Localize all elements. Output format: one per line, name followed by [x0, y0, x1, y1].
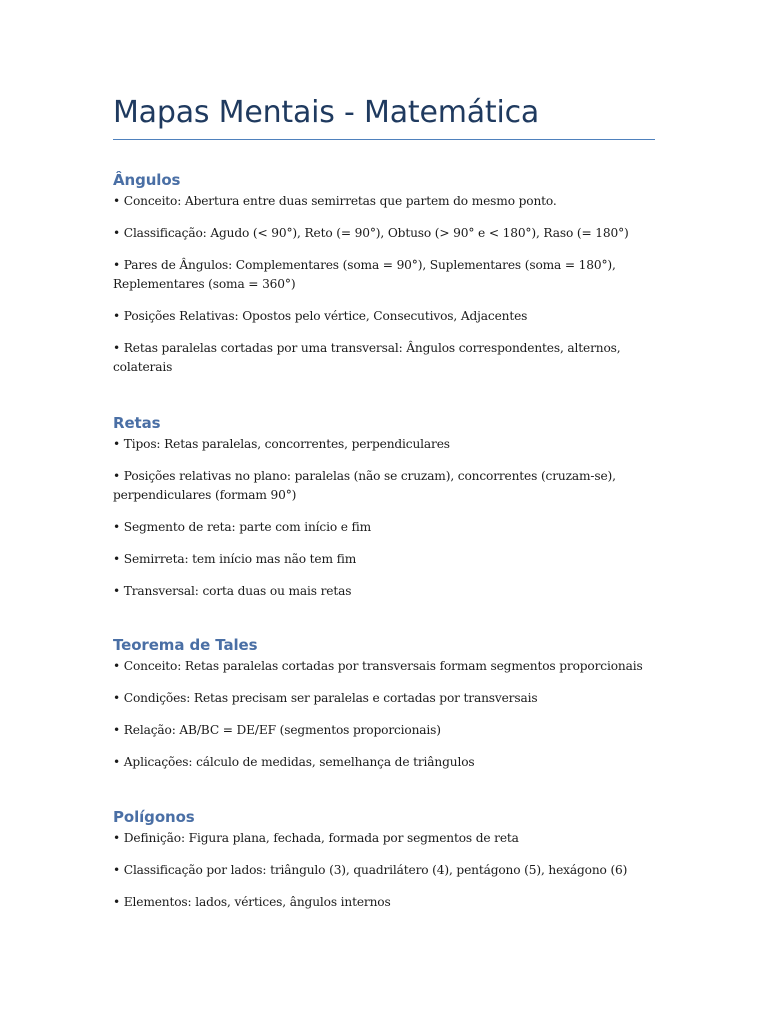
- list-item: • Conceito: Abertura entre duas semirretas que partem do mesmo ponto.: [113, 194, 557, 208]
- section-heading: Polígonos: [113, 808, 195, 826]
- list-item: • Relação: AB/BC = DE/EF (segmentos proporcionais): [113, 723, 441, 737]
- section-heading: Retas: [113, 414, 161, 432]
- list-item: • Retas paralelas cortadas por uma transversal: Ângulos correspondentes, alternos, colaterais: [113, 341, 621, 374]
- list-item: • Condições: Retas precisam ser paralelas e cortadas por transversais: [113, 691, 538, 705]
- list-item: • Classificação: Agudo (< 90°), Reto (= 90°), Obtuso (> 90° e < 180°), Raso (= 180°): [113, 226, 629, 240]
- list-item: • Posições Relativas: Opostos pelo vértice, Consecutivos, Adjacentes: [113, 309, 528, 323]
- list-item: • Elementos: lados, vértices, ângulos internos: [113, 895, 391, 909]
- list-item: • Definição: Figura plana, fechada, formada por segmentos de reta: [113, 831, 519, 845]
- section-retas: [113, 413, 655, 614]
- list-item: • Posições relativas no plano: paralelas (não se cruzam), concorrentes (cruzam-se), perpendiculares (formam 90°): [113, 469, 616, 502]
- list-item: • Semirreta: tem início mas não tem fim: [113, 552, 357, 566]
- section-heading: Teorema de Tales: [113, 636, 258, 654]
- document-title: Mapas Mentais - Matemática: [113, 95, 540, 130]
- title-divider: [113, 139, 655, 140]
- list-item: • Segmento de reta: parte com início e fim: [113, 520, 372, 534]
- list-item: • Classificação por lados: triângulo (3), quadrilátero (4), pentágono (5), hexágono (6): [113, 863, 628, 877]
- list-item: • Pares de Ângulos: Complementares (soma = 90°), Suplementares (soma = 180°), Replementares (soma = 360°): [113, 258, 616, 291]
- section-angulos: [113, 170, 655, 390]
- list-item: • Transversal: corta duas ou mais retas: [113, 584, 352, 598]
- section-teorema-de-tales: [113, 635, 655, 785]
- list-item: • Conceito: Retas paralelas cortadas por transversais formam segmentos proporcionais: [113, 659, 643, 673]
- list-item: • Tipos: Retas paralelas, concorrentes, perpendiculares: [113, 437, 450, 451]
- list-item: • Aplicações: cálculo de medidas, semelhança de triângulos: [113, 755, 475, 769]
- section-poligonos: [113, 807, 655, 925]
- section-heading: Ângulos: [113, 171, 181, 189]
